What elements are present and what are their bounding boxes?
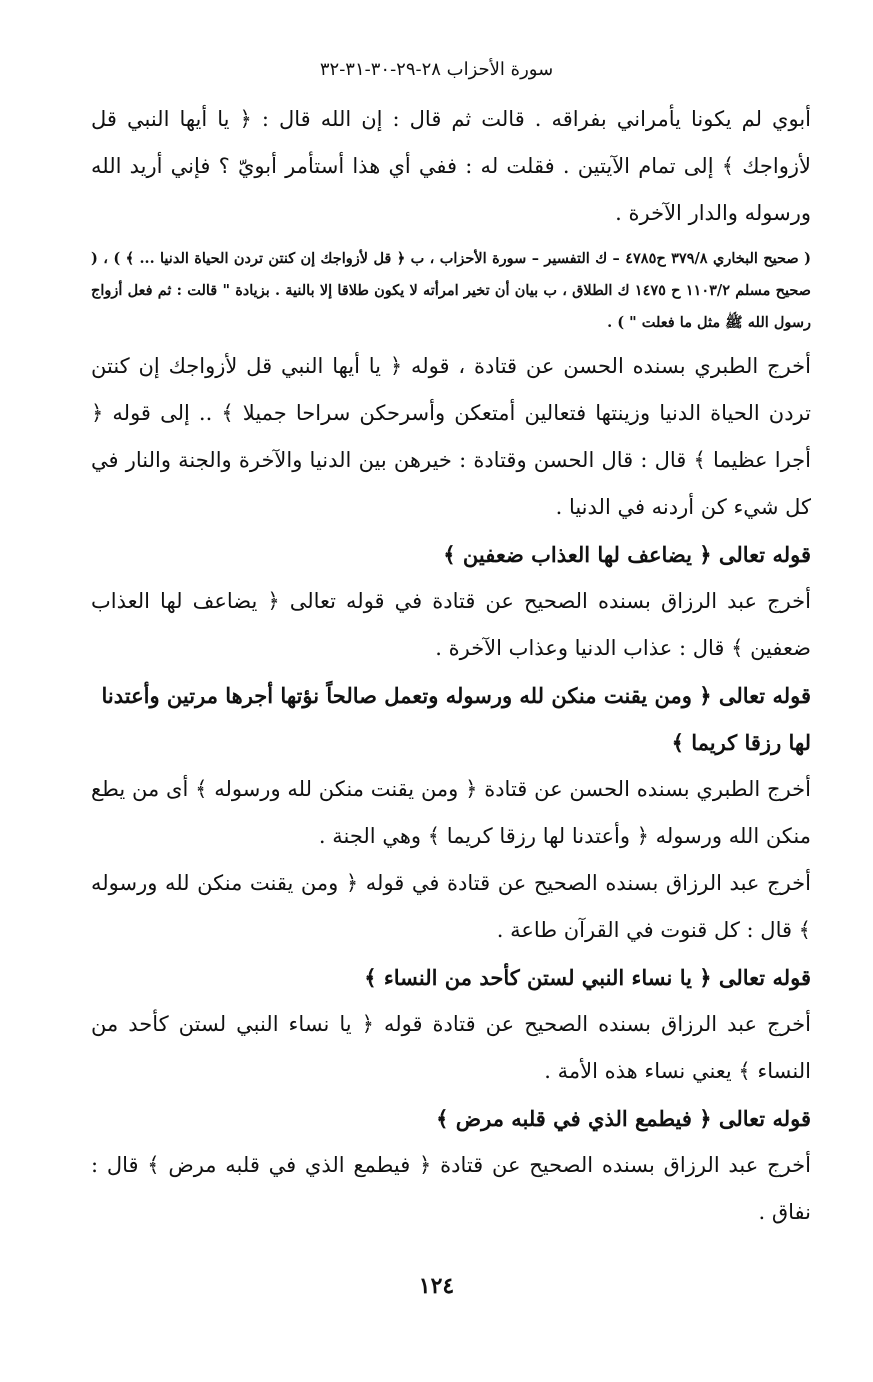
paragraph: أبوي لم يكونا يأمراني بفراقه . قالت ثم قال : إن الله قال : ﴿ يا أيها النبي قل لأزواجك ﴾ إلى تمام الآيتين . فقلت له : ففي أي هذا أستأمر أبويّ ؟ فإني أريد الله ورسوله والدار الآخرة .: [91, 107, 811, 225]
verse-heading: قوله تعالى ﴿ يا نساء النبي لستن كأحد من النساء ﴾: [364, 965, 811, 990]
paragraph: أخرج الطبري بسنده الحسن عن قتادة ، قوله ﴿ يا أيها النبي قل لأزواجك إن كنتن تردن الحياة الدنيا وزينتها فتعالين أمتعكن وأسرحكن سراحا جميلا ﴾ .. إلى قوله ﴿ أجرا عظيما ﴾ قال : قال الحسن وقتادة : خيرهن بين الدنيا والآخرة والجنة والنار في كل شيء كن أردنه في الدنيا .: [91, 354, 811, 519]
running-head: سورة الأحزاب ٢٨-٢٩-٣٠-٣١-٣٢: [319, 59, 554, 80]
verse-heading: قوله تعالى ﴿ يضاعف لها العذاب ضعفين ﴾: [443, 542, 811, 567]
verse-heading: قوله تعالى ﴿ فيطمع الذي في قلبه مرض ﴾: [436, 1106, 811, 1131]
paragraph: أخرج عبد الرزاق بسنده الصحيح عن قتادة ﴿ فيطمع الذي في قلبه مرض ﴾ قال : نفاق .: [91, 1153, 811, 1224]
paragraph: أخرج الطبري بسنده الحسن عن قتادة ﴿ ومن يقنت منكن لله ورسوله ﴾ أى من يطع منكن الله ورسوله ﴿ وأعتدنا لها رزقا كريما ﴾ وهي الجنة .: [91, 777, 811, 848]
paragraph: أخرج عبد الرزاق بسنده الصحيح عن قتادة في قوله تعالى ﴿ يضاعف لها العذاب ضعفين ﴾ قال : عذاب الدنيا وعذاب الآخرة .: [91, 589, 811, 660]
page-number: ١٢٤: [418, 1273, 455, 1299]
citation-note: ( صحيح البخاري ٣٧٩/٨ ح٤٧٨٥ – ك التفسير – سورة الأحزاب ، ب ﴿ قل لأزواجك إن كنتن تردن الحياة الدنيا ... ﴾ ) ، ( صحيح مسلم ١١٠٣/٢ ح ١٤٧٥ ك الطلاق ، ب بيان أن تخير امرأته لا يكون طلاقا إلا بالنية . بزيادة " قالت : ثم فعل أزواج رسول الله ﷺ مثل ما فعلت " ) .: [91, 250, 811, 331]
body-text: [91, 96, 811, 1236]
paragraph: أخرج عبد الرزاق بسنده الصحيح عن قتادة في قوله ﴿ ومن يقنت منكن لله ورسوله ﴾ قال : كل قنوت في القرآن طاعة .: [91, 871, 811, 942]
verse-heading: قوله تعالى ﴿ ومن يقنت منكن لله ورسوله وتعمل صالحاً نؤتها أجرها مرتين وأعتدنا لها رزقا كريما ﴾: [101, 683, 811, 755]
paragraph: أخرج عبد الرزاق بسنده الصحيح عن قتادة قوله ﴿ يا نساء النبي لستن كأحد من النساء ﴾ يعني نساء هذه الأمة .: [91, 1012, 811, 1083]
